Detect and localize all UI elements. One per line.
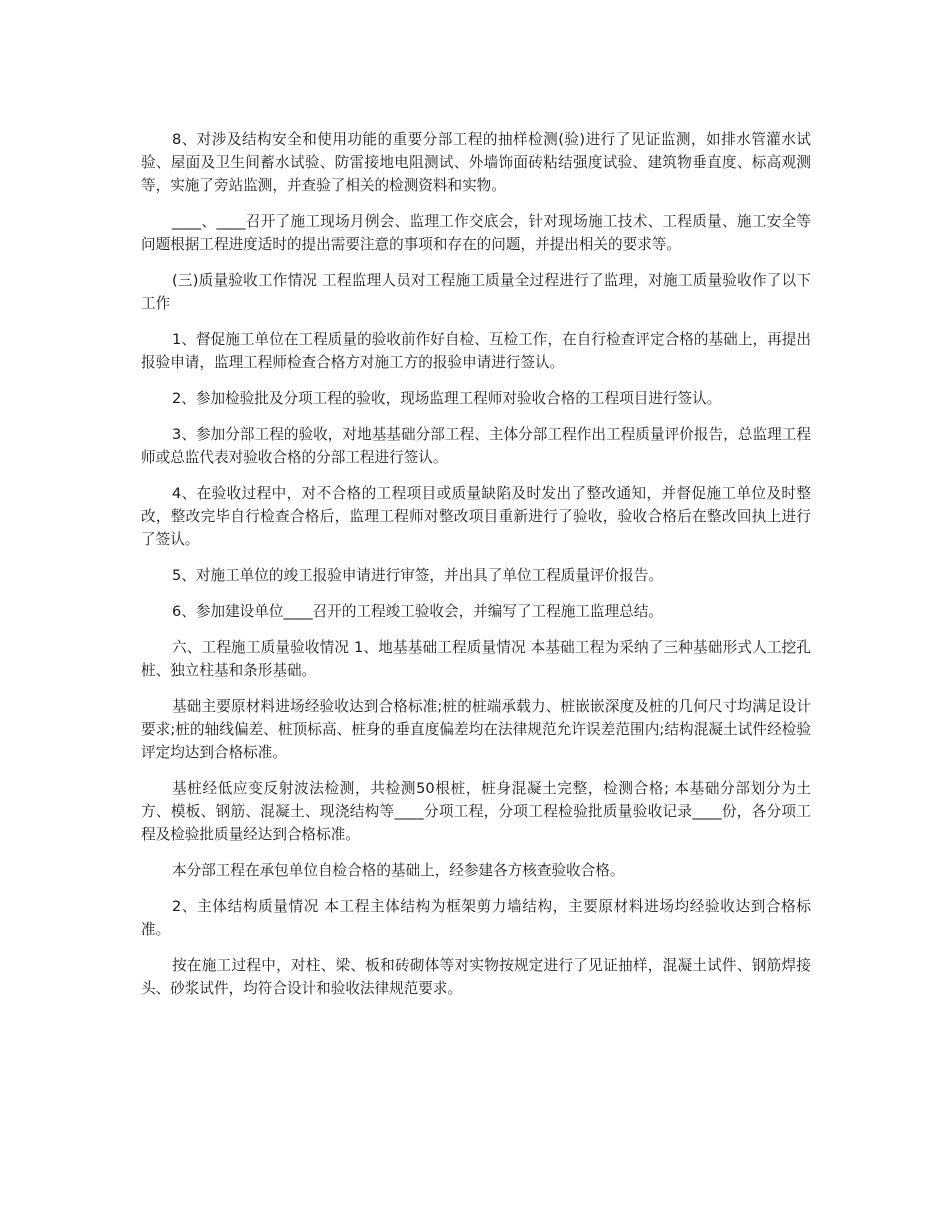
paragraph-main-structure: 2、主体结构质量情况 本工程主体结构为框架剪力墙结构，主要原材料进场均经验收达到合格标准。 <box>141 898 811 938</box>
document-body <box>141 128 811 1013</box>
paragraph-site-meetings: ____、____召开了施工现场月例会、监理工作交底会，针对现场施工技术、工程质量、施工安全等问题根据工程进度适时的提出需要注意的事项和存在的问题，并提出相关的要求等。 <box>141 213 811 253</box>
paragraph-item-3: 3、参加分部工程的验收，对地基基础分部工程、主体分部工程作出工程质量评价报告，总监理工程师或总监代表对验收合格的分部工程进行签认。 <box>141 426 811 466</box>
paragraph-item-2: 2、参加检验批及分项工程的验收，现场监理工程师对验收合格的工程项目进行签认。 <box>172 390 722 407</box>
paragraph-sampling: 按在施工过程中，对柱、梁、板和砖砌体等对实物按规定进行了见证抽样，混凝土试件、钢筋焊接头、砂浆试件，均符合设计和验收法律规范要求。 <box>141 957 811 997</box>
paragraph-witness-testing: 8、对涉及结构安全和使用功能的重要分部工程的抽样检测(验)进行了见证监测，如排水管灌水试验、屋面及卫生间蓄水试验、防雷接地电阻测试、外墙饰面砖粘结强度试验、建筑物垂直度、标高观测等，实施了旁站监测，并查验了相关的检测资料和实物。 <box>141 131 811 194</box>
paragraph-foundation-materials: 基础主要原材料进场经验收达到合格标准;桩的桩端承载力、桩嵌嵌深度及桩的几何尺寸均满足设计要求;桩的轴线偏差、桩顶标高、桩身的垂直度偏差均在法律规范允许误差范围内;结构混凝土试件经检验评定均达到合格标准。 <box>141 698 811 761</box>
paragraph-foundation-acceptance: 本分部工程在承包单位自检合格的基础上，经参建各方核查验收合格。 <box>172 862 625 879</box>
paragraph-quality-acceptance-heading: (三)质量验收工作情况 工程监理人员对工程施工质量全过程进行了监理，对施工质量验收作了以下工作 <box>141 272 811 312</box>
paragraph-item-5: 5、对施工单位的竣工报验申请进行审签，并出具了单位工程质量评价报告。 <box>172 567 663 584</box>
paragraph-item-6: 6、参加建设单位____召开的工程竣工验收会，并编写了工程施工监理总结。 <box>172 603 663 620</box>
paragraph-pile-testing: 基桩经低应变反射波法检测，共检测50根桩，桩身混凝土完整，检测合格; 本基础分部划分为土方、模板、钢筋、混凝土、现浇结构等____分项工程，分项工程检验批质量验收记录____份，各分项工程及检验批质量经达到合格标准。 <box>141 780 811 843</box>
paragraph-section-six: 六、工程施工质量验收情况 1、地基基础工程质量情况 本基础工程为采纳了三种基础形式人工挖孔桩、独立柱基和条形基础。 <box>141 639 811 679</box>
paragraph-item-1: 1、督促施工单位在工程质量的验收前作好自检、互检工作，在自行检查评定合格的基础上，再提出报验申请，监理工程师检查合格方对施工方的报验申请进行签认。 <box>141 331 811 371</box>
paragraph-item-4: 4、在验收过程中，对不合格的工程项目或质量缺陷及时发出了整改通知，并督促施工单位及时整改，整改完毕自行检查合格后，监理工程师对整改项目重新进行了验收，验收合格后在整改回执上进行了签认。 <box>141 485 811 548</box>
